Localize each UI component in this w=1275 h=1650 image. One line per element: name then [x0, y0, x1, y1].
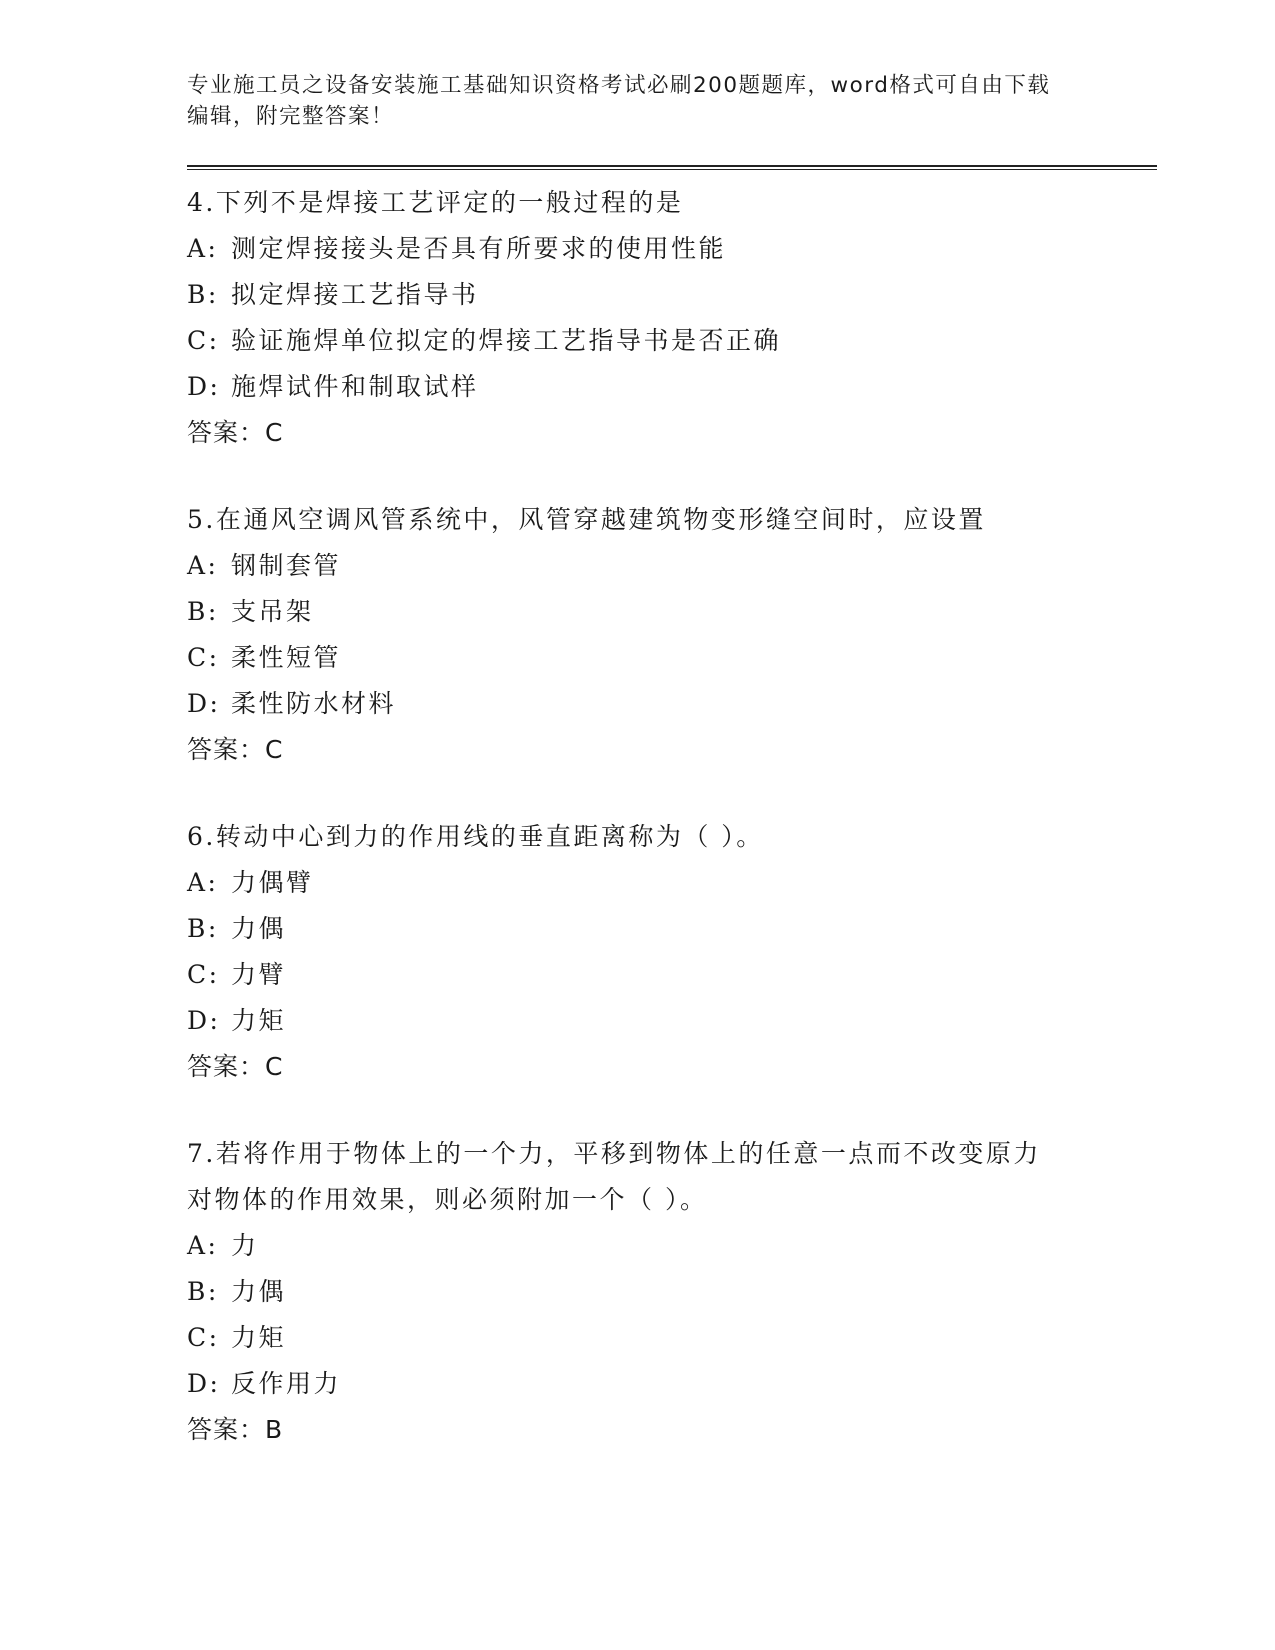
- option-letter: A:: [187, 551, 219, 580]
- option-a: [187, 1223, 1157, 1269]
- option-d: [187, 1361, 1157, 1407]
- option-letter: C:: [187, 1323, 220, 1352]
- option-text: 力: [231, 1231, 259, 1260]
- question-stem: 5.在通风空调风管系统中，风管穿越建筑物变形缝空间时，应设置: [187, 505, 986, 534]
- answer-line: 答案：C: [187, 418, 284, 447]
- option-letter: D:: [187, 689, 221, 718]
- option-letter: B:: [187, 1277, 219, 1306]
- option-b: [187, 589, 1157, 635]
- option-text: 钢制套管: [231, 551, 342, 580]
- option-text: 力矩: [231, 1323, 287, 1352]
- option-text: 验证施焊单位拟定的焊接工艺指导书是否正确: [231, 326, 782, 355]
- option-letter: B:: [187, 597, 219, 626]
- option-text: 拟定焊接工艺指导书: [231, 280, 479, 309]
- question-7: [187, 1131, 1157, 1453]
- option-letter: D:: [187, 1369, 221, 1398]
- option-letter: C:: [187, 960, 220, 989]
- option-text: 力偶臂: [231, 868, 314, 897]
- option-letter: A:: [187, 1231, 219, 1260]
- question-5: [187, 497, 1157, 773]
- option-text: 力偶: [231, 1277, 287, 1306]
- question-stem: 4.下列不是焊接工艺评定的一般过程的是: [187, 188, 684, 217]
- option-a: [187, 860, 1157, 906]
- option-letter: B:: [187, 914, 219, 943]
- question-stem: 7.若将作用于物体上的一个力，平移到物体上的任意一点而不改变原力对物体的作用效果，则必须附加一个（ ）。: [187, 1139, 1041, 1214]
- document-page: [187, 70, 1157, 1453]
- option-text: 施焊试件和制取试样: [231, 372, 479, 401]
- option-text: 力偶: [231, 914, 287, 943]
- option-letter: D:: [187, 1006, 221, 1035]
- option-text: 反作用力: [231, 1369, 342, 1398]
- question-6: [187, 814, 1157, 1090]
- option-d: [187, 681, 1157, 727]
- option-letter: D:: [187, 372, 221, 401]
- option-c: [187, 635, 1157, 681]
- option-letter: C:: [187, 326, 220, 355]
- option-text: 支吊架: [231, 597, 314, 626]
- question-stem: 6.转动中心到力的作用线的垂直距离称为（ ）。: [187, 822, 764, 851]
- option-letter: B:: [187, 280, 219, 309]
- option-c: [187, 952, 1157, 998]
- option-c: [187, 1315, 1157, 1361]
- option-d: [187, 364, 1157, 410]
- option-b: [187, 272, 1157, 318]
- option-text: 柔性短管: [231, 643, 342, 672]
- option-c: [187, 318, 1157, 364]
- option-text: 力臂: [231, 960, 287, 989]
- option-text: 测定焊接接头是否具有所要求的使用性能: [231, 234, 727, 263]
- answer-line: 答案：C: [187, 1052, 284, 1081]
- option-a: [187, 226, 1157, 272]
- question-4: [187, 180, 1157, 456]
- option-d: [187, 998, 1157, 1044]
- option-b: [187, 906, 1157, 952]
- option-letter: C:: [187, 643, 220, 672]
- option-text: 力矩: [231, 1006, 287, 1035]
- option-text: 柔性防水材料: [231, 689, 397, 718]
- document-header: 专业施工员之设备安装施工基础知识资格考试必刷200题题库，word格式可自由下载编辑，附完整答案！: [187, 73, 1051, 129]
- option-letter: A:: [187, 868, 219, 897]
- option-b: [187, 1269, 1157, 1315]
- answer-line: 答案：C: [187, 735, 284, 764]
- header-divider: [187, 165, 1157, 170]
- answer-line: 答案：B: [187, 1415, 284, 1444]
- option-a: [187, 543, 1157, 589]
- option-letter: A:: [187, 234, 219, 263]
